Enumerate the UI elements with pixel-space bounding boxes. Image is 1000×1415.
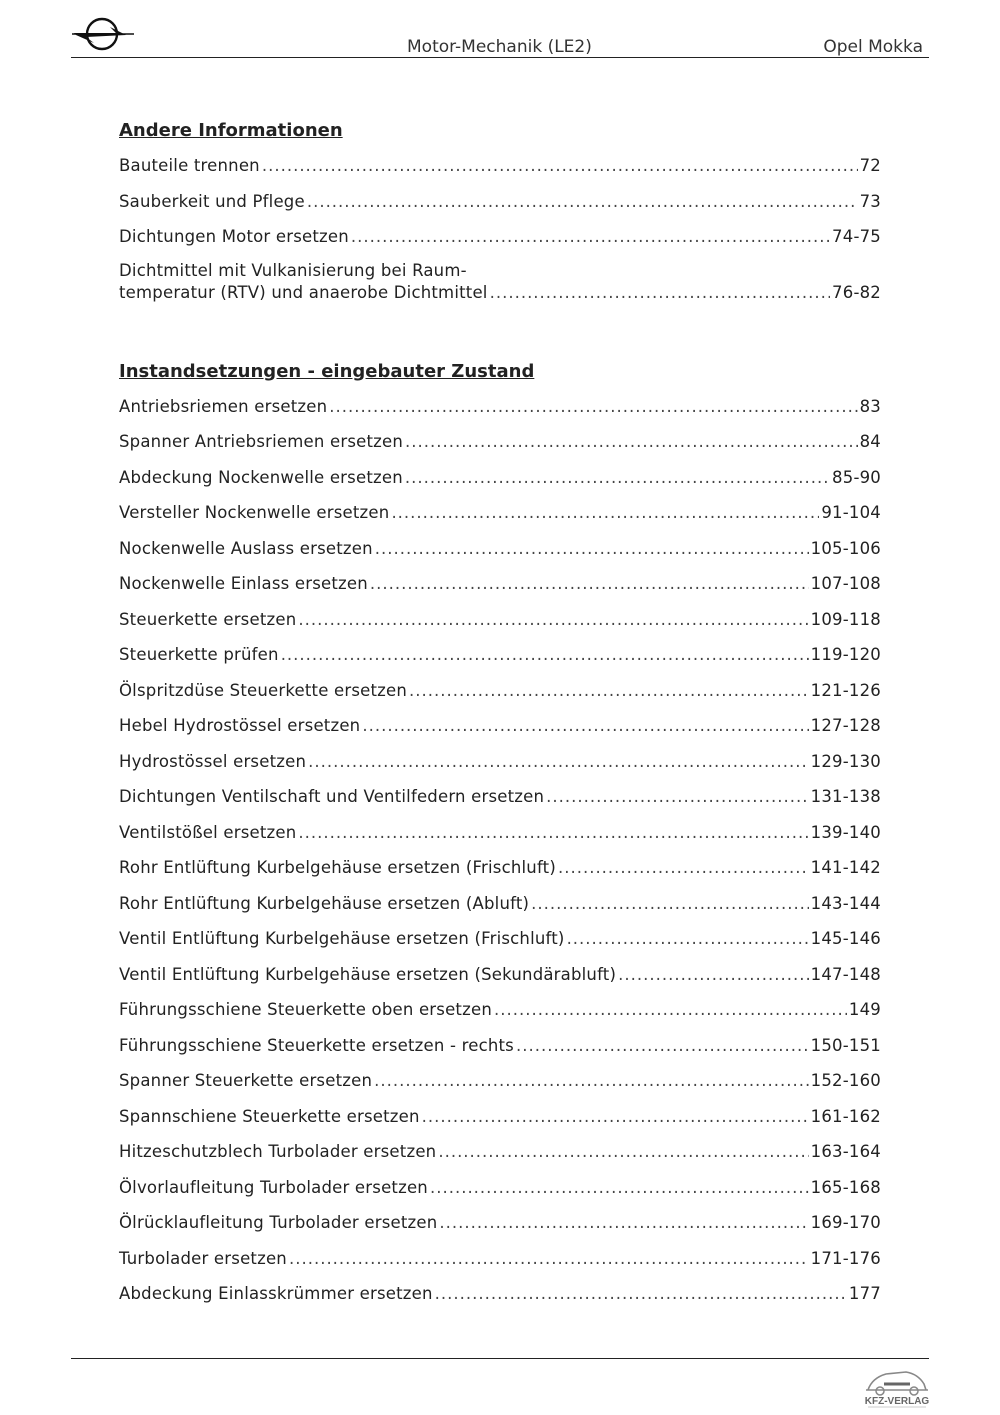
toc-entry-page: 127-128 (810, 716, 881, 735)
toc-entry[interactable] (119, 189, 881, 225)
toc-entry-title: Hebel Hydrostössel ersetzen (119, 716, 361, 735)
toc-entry-page: 119-120 (810, 645, 881, 664)
header-divider (71, 57, 929, 58)
footer-logo-text: KFZ-VERLAG (864, 1396, 930, 1407)
toc-entry-page: 169-170 (810, 1213, 881, 1232)
toc-section-instandsetzungen (119, 359, 881, 1317)
toc-entry-page: 131-138 (810, 787, 881, 806)
dot-leader (405, 465, 830, 491)
toc-entry[interactable] (119, 1139, 881, 1175)
section-heading: Instandsetzungen - eingebauter Zustand (119, 360, 535, 382)
dot-leader (329, 394, 857, 420)
toc-entry[interactable] (119, 713, 881, 749)
toc-entry-title: Versteller Nockenwelle ersetzen (119, 503, 390, 522)
toc-entry-title: Steuerkette ersetzen (119, 609, 297, 629)
toc-entry-title-line2: temperatur (RTV) und anaerobe Dichtmittel (119, 283, 488, 302)
footer-divider (71, 1358, 929, 1359)
toc-entry-title: Ventil Entlüftung Kurbelgehäuse ersetzen (Frischluft) (119, 929, 565, 948)
toc-entry-title: Ölvorlaufleitung Turbolader ersetzen (119, 1177, 428, 1197)
toc-entry-page: 83 (859, 396, 881, 416)
toc-entry-page: 121-126 (810, 680, 881, 700)
dot-leader (435, 1281, 847, 1307)
dot-leader (362, 713, 808, 739)
toc-entry[interactable] (119, 429, 881, 465)
toc-entry[interactable] (119, 1175, 881, 1211)
dot-leader (439, 1210, 808, 1236)
toc-entry-page: 149 (848, 1000, 881, 1019)
dot-leader (298, 820, 808, 846)
toc-entry-page: 85-90 (832, 467, 881, 487)
toc-entry[interactable] (119, 642, 881, 678)
table-of-contents (119, 118, 881, 1317)
toc-entry[interactable] (119, 678, 881, 714)
toc-entry-page: 107-108 (810, 574, 881, 593)
toc-entry-page: 161-162 (810, 1106, 881, 1126)
dot-leader (438, 1139, 808, 1165)
dot-leader (374, 1068, 809, 1094)
toc-entry[interactable] (119, 153, 881, 189)
dot-leader (567, 926, 809, 952)
dot-leader (546, 784, 809, 810)
dot-leader (405, 429, 858, 455)
dot-leader (375, 536, 809, 562)
toc-entry-page: 129-130 (810, 751, 881, 771)
toc-entry-title: Sauberkeit und Pflege (119, 191, 305, 211)
dot-leader (298, 607, 808, 633)
toc-entry-list (119, 394, 881, 1317)
toc-entry-title: Führungsschiene Steuerkette ersetzen - rechts (119, 1035, 514, 1055)
toc-entry[interactable] (119, 224, 881, 260)
toc-entry-title: Spanner Steuerkette ersetzen (119, 1071, 373, 1090)
toc-entry[interactable] (119, 820, 881, 856)
toc-entry-title-line1: Dichtmittel mit Vulkanisierung bei Raum- (119, 260, 467, 280)
toc-entry-title: Abdeckung Einlasskrümmer ersetzen (119, 1284, 433, 1303)
toc-entry[interactable] (119, 749, 881, 785)
toc-entry-title: Nockenwelle Auslass ersetzen (119, 538, 373, 558)
toc-entry-title: Führungsschiene Steuerkette oben ersetzen (119, 1000, 492, 1019)
toc-entry-title: Rohr Entlüftung Kurbelgehäuse ersetzen (Frischluft) (119, 858, 556, 877)
toc-entry[interactable] (119, 394, 881, 430)
toc-entry[interactable] (119, 926, 881, 962)
toc-entry-title: Spanner Antriebsriemen ersetzen (119, 432, 404, 451)
toc-entry-title: Ventil Entlüftung Kurbelgehäuse ersetzen (Sekundärabluft) (119, 964, 617, 984)
toc-entry[interactable] (119, 571, 881, 607)
toc-entry-page: 105-106 (810, 538, 881, 558)
dot-leader (391, 500, 819, 526)
toc-entry[interactable] (119, 891, 881, 927)
dot-leader (308, 749, 809, 775)
toc-entry-page: 147-148 (810, 964, 881, 984)
dot-leader (262, 153, 858, 179)
toc-entry-page: 74-75 (832, 227, 881, 246)
toc-entry[interactable] (119, 997, 881, 1033)
toc-entry-title: Abdeckung Nockenwelle ersetzen (119, 467, 403, 487)
toc-entry-page: 177 (848, 1284, 881, 1303)
toc-entry[interactable] (119, 500, 881, 536)
kfz-verlag-logo (862, 1360, 932, 1410)
dot-leader (531, 891, 809, 917)
toc-entry[interactable] (119, 1210, 881, 1246)
toc-entry-title: Dichtungen Ventilschaft und Ventilfedern ersetzen (119, 787, 545, 806)
dot-leader (516, 1033, 809, 1059)
toc-entry-page: 73 (859, 191, 881, 211)
toc-entry-title: Antriebsriemen ersetzen (119, 396, 328, 416)
toc-entry[interactable] (119, 607, 881, 643)
toc-entry[interactable] (119, 1033, 881, 1069)
toc-entry-page: 171-176 (810, 1248, 881, 1268)
dot-leader (351, 224, 830, 250)
toc-entry[interactable] (119, 260, 881, 318)
toc-entry-title: Spannschiene Steuerkette ersetzen (119, 1106, 420, 1126)
dot-leader (289, 1246, 809, 1272)
toc-section-andere-informationen (119, 118, 881, 318)
toc-entry[interactable] (119, 1104, 881, 1140)
toc-entry[interactable] (119, 784, 881, 820)
vehicle-brand: Opel Mokka (823, 37, 923, 57)
toc-entry-page: 141-142 (810, 858, 881, 877)
toc-entry-page: 150-151 (810, 1035, 881, 1055)
toc-entry-title: Bauteile trennen (119, 156, 260, 175)
dot-leader (430, 1175, 809, 1201)
toc-entry-title: Hydrostössel ersetzen (119, 751, 307, 771)
dot-leader (307, 189, 858, 215)
toc-entry-title: Turbolader ersetzen (119, 1248, 287, 1268)
toc-entry-page: 152-160 (810, 1071, 881, 1090)
toc-entry-title: Dichtungen Motor ersetzen (119, 227, 349, 246)
toc-entry-page: 139-140 (810, 822, 881, 842)
toc-entry-page: 84 (859, 432, 881, 451)
toc-entry-page: 72 (859, 156, 881, 175)
toc-entry[interactable] (119, 1246, 881, 1282)
toc-entry[interactable] (119, 465, 881, 501)
toc-entry[interactable] (119, 962, 881, 998)
toc-entry-page: 143-144 (810, 893, 881, 913)
toc-entry-page: 76-82 (832, 283, 881, 302)
toc-entry[interactable] (119, 536, 881, 572)
toc-entry-title: Hitzeschutzblech Turbolader ersetzen (119, 1142, 437, 1161)
dot-leader (281, 642, 809, 668)
dot-leader (422, 1104, 809, 1130)
toc-entry-title: Rohr Entlüftung Kurbelgehäuse ersetzen (Abluft) (119, 893, 530, 913)
document-title: Motor-Mechanik (LE2) (407, 37, 592, 57)
dot-leader (370, 571, 809, 597)
dot-leader (490, 282, 830, 305)
toc-entry[interactable] (119, 855, 881, 891)
toc-entry-title: Nockenwelle Einlass ersetzen (119, 574, 368, 593)
toc-entry[interactable] (119, 1281, 881, 1317)
toc-entry-title: Ölspritzdüse Steuerkette ersetzen (119, 680, 408, 700)
toc-entry-page: 109-118 (810, 609, 881, 629)
toc-entry[interactable] (119, 1068, 881, 1104)
opel-logo-icon (72, 14, 134, 54)
toc-entry-title: Ventilstößel ersetzen (119, 822, 297, 842)
toc-entry-page: 165-168 (810, 1177, 881, 1197)
dot-leader (494, 997, 847, 1023)
section-heading: Andere Informationen (119, 120, 343, 141)
toc-entry-title: Steuerkette prüfen (119, 645, 279, 664)
toc-entry-page: 91-104 (821, 503, 881, 522)
toc-entry-page: 163-164 (810, 1142, 881, 1161)
dot-leader (558, 855, 809, 881)
toc-entry-page: 145-146 (810, 929, 881, 948)
toc-entry-title: Ölrücklaufleitung Turbolader ersetzen (119, 1213, 438, 1232)
dot-leader (618, 962, 809, 988)
dot-leader (409, 678, 809, 704)
